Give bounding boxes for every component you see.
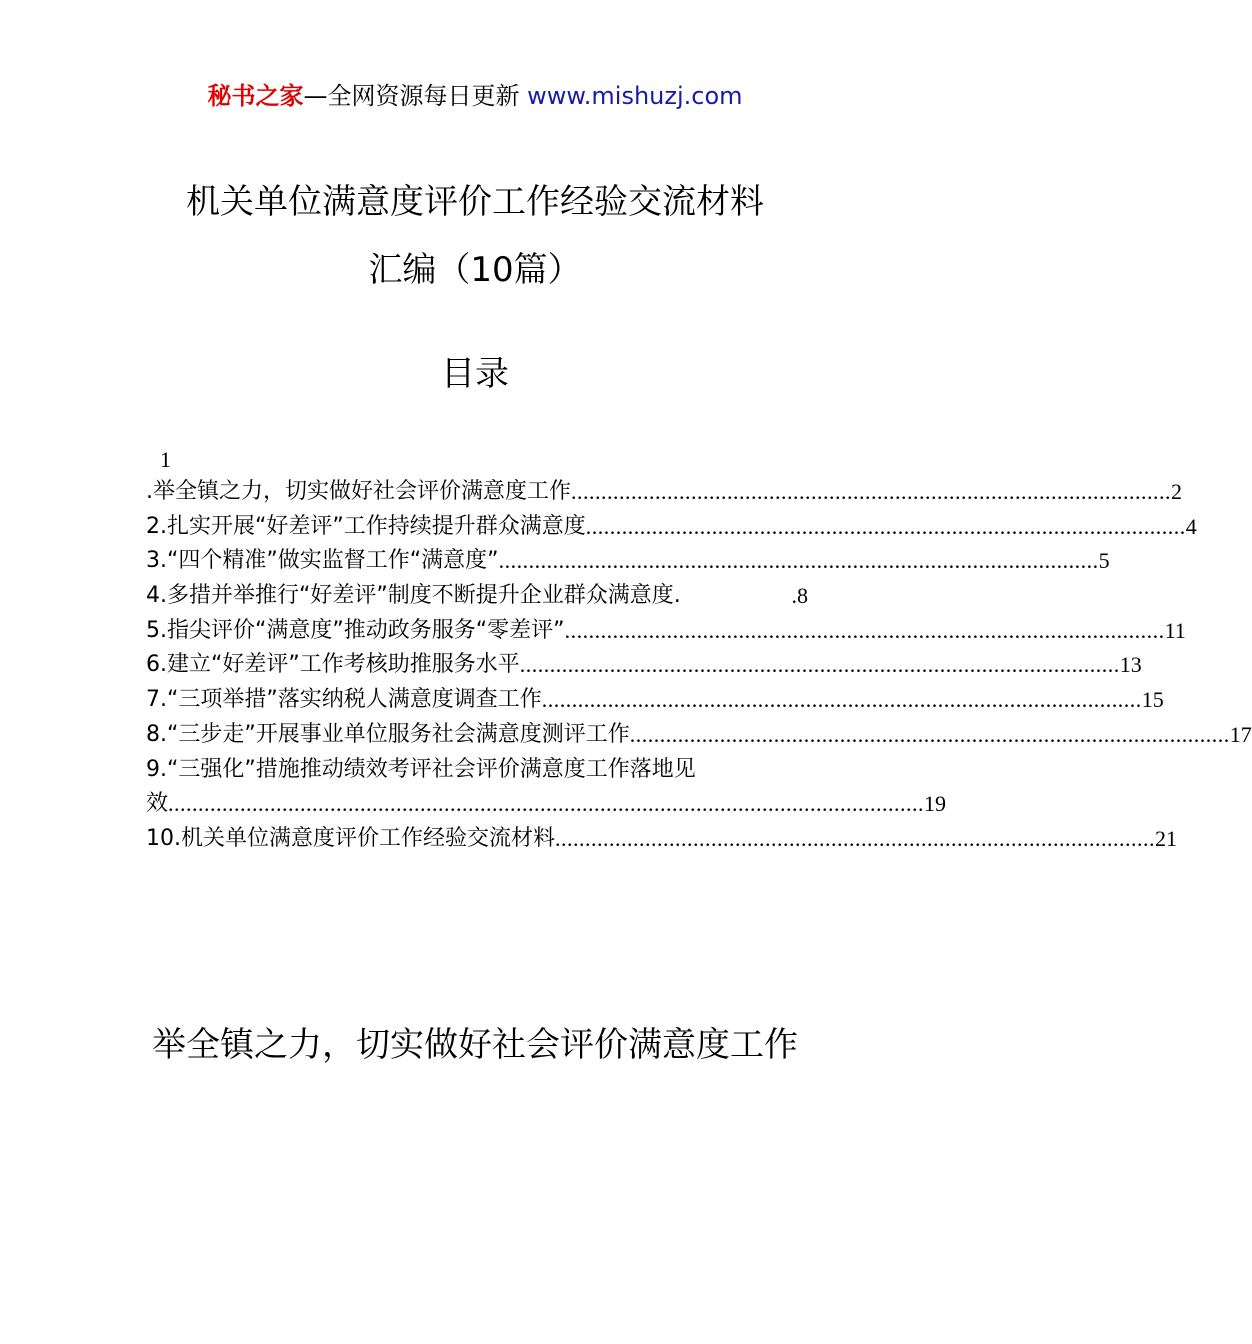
toc-page-number: .8 [791, 583, 808, 609]
toc-entry[interactable] [146, 718, 1252, 753]
toc-entry-text: 10.机关单位满意度评价工作经验交流材料 [146, 825, 555, 851]
toc-page-number: 21 [1155, 825, 1177, 851]
toc-entry[interactable] [146, 544, 1110, 579]
toc-entry-text: 3.“四个精准”做实监督工作“满意度” [146, 548, 499, 574]
toc-entry-text-continued: 效 [146, 791, 169, 817]
toc-entry[interactable] [146, 683, 1164, 718]
toc-leader-dots: .................................................................................................... [571, 478, 1171, 504]
toc-page-number: 4 [1185, 513, 1197, 539]
site-url-link[interactable]: www.mishuzj.com [527, 82, 743, 110]
toc-leader-dots: .................................................................................................... [498, 548, 1099, 574]
toc-page-number: 2 [1171, 478, 1182, 504]
toc-page-number: 13 [1119, 652, 1142, 678]
toc-heading: 目录 [441, 354, 509, 394]
brand-name: 秘书之家 [207, 82, 304, 110]
tagline: —全网资源每日更新 [303, 82, 520, 110]
toc-leader-dots: .................................................................................................... [629, 721, 1230, 747]
toc-entry[interactable] [146, 579, 808, 614]
table-of-contents [146, 445, 1252, 857]
toc-page-number: 11 [1164, 617, 1186, 643]
toc-leader-dots: .................................................................................................... [541, 687, 1142, 713]
toc-page-number: 5 [1098, 548, 1110, 574]
toc-entry-text: 9.“三强化”措施推动绩效考评社会评价满意度工作落地见 [146, 756, 696, 782]
toc-entry[interactable] [146, 822, 1177, 857]
toc-entry-text: 7.“三项举措”落实纳税人满意度调查工作 [146, 687, 542, 713]
document-title-line2: 汇编（10篇） [368, 250, 582, 290]
site-header [0, 80, 950, 112]
toc-entry[interactable] [146, 510, 1197, 545]
toc-entry[interactable] [146, 475, 1182, 510]
document-title-line1: 机关单位满意度评价工作经验交流材料 [186, 182, 764, 222]
toc-entry[interactable] [146, 614, 1186, 649]
toc-page-number: 17 [1229, 721, 1252, 747]
toc-page-number: 19 [924, 791, 947, 817]
toc-leader-dots: .............................................................................................................................. [168, 791, 925, 817]
toc-entry-text: 2.扎实开展“好差评”工作持续提升群众满意度 [146, 513, 586, 539]
toc-entry[interactable] [146, 753, 947, 822]
toc-first-number: 1 [160, 447, 171, 472]
toc-entry-text: 8.“三步走”开展事业单位服务社会满意度测评工作 [146, 721, 630, 747]
section-title: 举全镇之力，切实做好社会评价满意度工作 [152, 1025, 798, 1065]
toc-entry-text: .举全镇之力，切实做好社会评价满意度工作 [146, 478, 571, 504]
toc-entry-text: 6.建立“好差评”工作考核助推服务水平 [146, 652, 520, 678]
toc-entry[interactable] [146, 648, 1142, 683]
toc-entry-text: 4.多措并举推行“好差评”制度不断提升企业群众满意度. [146, 583, 681, 609]
toc-entry-text: 5.指尖评价“满意度”推动政务服务“零差评” [146, 617, 565, 643]
toc-leader-dots: .................................................................................................... [519, 652, 1120, 678]
toc-leader-dots: .................................................................................................... [555, 825, 1155, 851]
toc-leader-dots: .................................................................................................... [564, 617, 1165, 643]
toc-page-number: 15 [1141, 687, 1164, 713]
toc-leader-dots: .................................................................................................... [585, 513, 1186, 539]
